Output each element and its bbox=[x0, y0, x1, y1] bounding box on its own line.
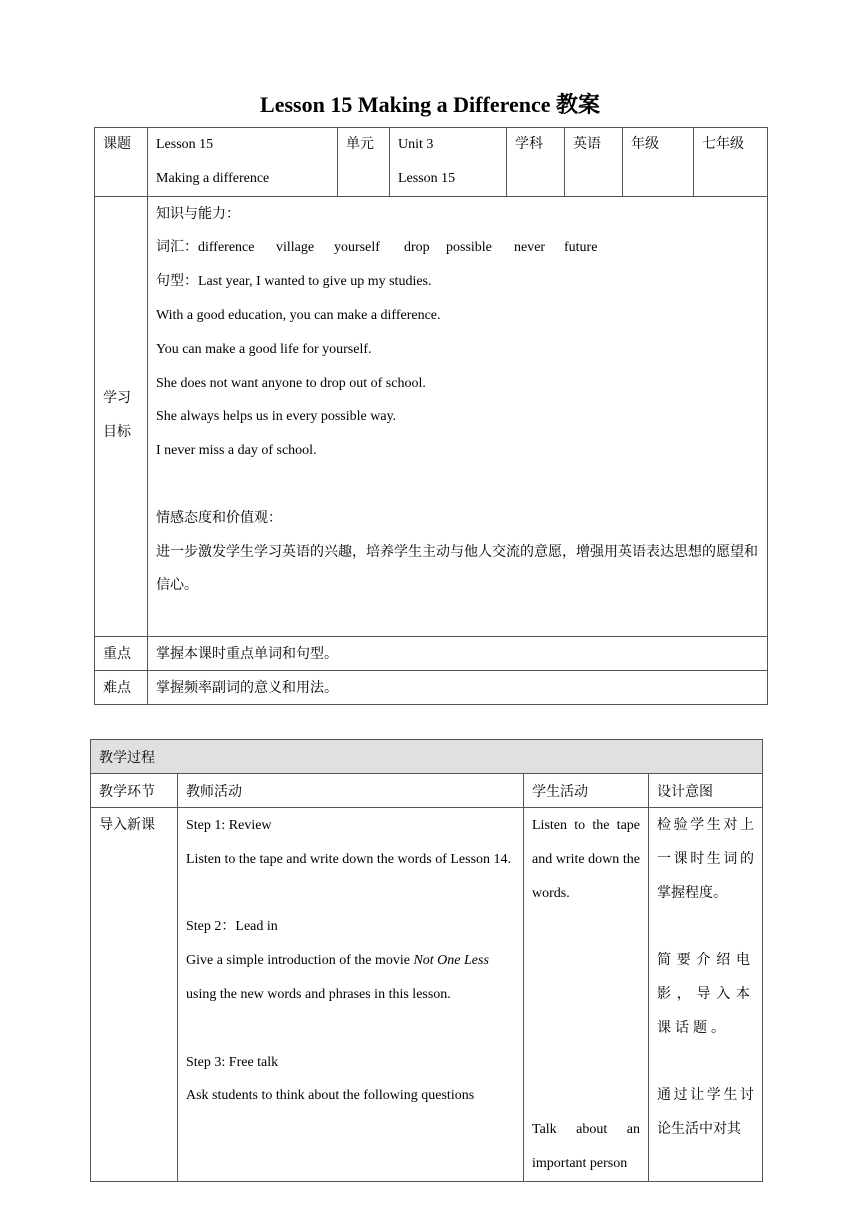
vocab-prefix: 词汇： bbox=[156, 240, 198, 256]
step2-movie-title: Not One Less bbox=[413, 953, 489, 969]
objectives-row bbox=[95, 196, 768, 636]
blank-line bbox=[657, 910, 754, 944]
objectives-label-cell bbox=[95, 196, 148, 636]
blank-line bbox=[657, 1046, 754, 1080]
sentence: Last year, I wanted to give up my studies. bbox=[198, 274, 432, 290]
vocab-word: drop bbox=[404, 240, 430, 256]
step3-text: Ask students to think about the following questions bbox=[186, 1088, 475, 1104]
vocab-word: yourself bbox=[334, 240, 380, 256]
sentence-prefix: 句型： bbox=[156, 274, 198, 290]
grade-label-cell bbox=[623, 128, 694, 197]
unit-value-1: Unit 3 bbox=[398, 137, 434, 152]
sentence: You can make a good life for yourself. bbox=[156, 341, 372, 357]
unit-label: 单元 bbox=[346, 137, 374, 152]
column-header-stage: 教学环节 bbox=[91, 774, 178, 808]
step2-intent: 简要介绍电影，导入本课话题。 bbox=[657, 953, 754, 1036]
blank-line bbox=[186, 1012, 515, 1046]
topic-value-cell bbox=[148, 128, 338, 197]
step1-intent: 检验学生对上一课时生词的掌握程度。 bbox=[657, 818, 754, 901]
unit-value-2: Lesson 15 bbox=[398, 170, 456, 186]
key-point-row bbox=[95, 636, 768, 670]
grade-value: 七年级 bbox=[702, 137, 744, 152]
page-title: Lesson 15 Making a Difference 教案 bbox=[260, 92, 600, 117]
column-header-student: 学生活动 bbox=[524, 774, 649, 808]
difficulty-text-cell bbox=[148, 670, 768, 704]
difficulty-row bbox=[95, 670, 768, 704]
step3-title: Step 3: Free talk bbox=[186, 1054, 279, 1070]
unit-label-cell bbox=[338, 128, 390, 197]
unit-value-cell bbox=[390, 128, 507, 197]
step2-text-a: Give a simple introduction of the movie bbox=[186, 953, 414, 969]
key-point-label-cell bbox=[95, 636, 148, 670]
process-columns-row bbox=[91, 774, 763, 808]
vocab-word: difference bbox=[198, 240, 255, 256]
knowledge-heading: 知识与能力： bbox=[156, 206, 240, 222]
intent-cell bbox=[649, 808, 763, 1182]
step1-student: Listen to the tape and write down the words. bbox=[532, 818, 640, 901]
grade-value-cell bbox=[694, 128, 768, 197]
stage-cell bbox=[91, 808, 178, 1182]
subject-label: 学科 bbox=[515, 137, 543, 152]
step2-title: Step 2：Lead in bbox=[186, 919, 278, 935]
vocab-word: village bbox=[276, 240, 315, 256]
subject-value: 英语 bbox=[573, 137, 601, 152]
attitude-heading: 情感态度和价值观： bbox=[156, 510, 282, 526]
topic-value-2: Making a difference bbox=[156, 170, 270, 186]
blank-line bbox=[186, 877, 515, 911]
teaching-process-table bbox=[90, 739, 763, 1182]
spacer bbox=[532, 910, 640, 1113]
sentence-line bbox=[156, 265, 759, 299]
vocab-word: never bbox=[514, 240, 546, 256]
lesson-info-table bbox=[94, 127, 768, 705]
sentence: She always helps us in every possible way. bbox=[156, 409, 397, 425]
process-heading-cell bbox=[91, 740, 763, 774]
subject-label-cell bbox=[507, 128, 565, 197]
vocab-line bbox=[156, 231, 759, 265]
objectives-label-1: 学习 bbox=[103, 391, 131, 407]
vocab-word: future bbox=[564, 240, 598, 256]
objectives-content-cell bbox=[148, 196, 768, 636]
sentence: She does not want anyone to drop out of school. bbox=[156, 375, 426, 391]
info-row bbox=[95, 128, 768, 197]
step2-text-b: using the new words and phrases in this lesson. bbox=[186, 986, 451, 1002]
key-point-text-cell bbox=[148, 636, 768, 670]
step3-student: Talk about an important person bbox=[532, 1122, 640, 1172]
column-header-intent: 设计意图 bbox=[649, 774, 763, 808]
step1-title: Step 1: Review bbox=[186, 818, 272, 833]
difficulty-label-cell bbox=[95, 670, 148, 704]
topic-value-1: Lesson 15 bbox=[156, 137, 214, 152]
step3-intent: 通过让学生讨论生活中对其 bbox=[657, 1088, 754, 1138]
process-row-intro bbox=[91, 808, 763, 1182]
key-point-label: 重点 bbox=[103, 647, 131, 663]
sentence: With a good education, you can make a difference. bbox=[156, 307, 441, 323]
sentence: I never miss a day of school. bbox=[156, 443, 317, 459]
topic-label-cell bbox=[95, 128, 148, 197]
blank-line bbox=[156, 468, 759, 502]
process-heading: 教学过程 bbox=[99, 750, 155, 766]
vocab-word: possible bbox=[446, 240, 492, 256]
grade-label: 年级 bbox=[631, 137, 659, 152]
teacher-activity-cell bbox=[178, 808, 524, 1182]
objectives-label-2: 目标 bbox=[103, 425, 131, 441]
difficulty-label: 难点 bbox=[103, 681, 131, 697]
column-header-teacher: 教师活动 bbox=[178, 774, 524, 808]
attitude-text: 进一步激发学生学习英语的兴趣，培养学生主动与他人交流的意愿，增强用英语表达思想的愿望和信心。 bbox=[156, 544, 758, 594]
stage-label: 导入新课 bbox=[99, 818, 155, 833]
process-heading-row bbox=[91, 740, 763, 774]
subject-value-cell bbox=[565, 128, 623, 197]
difficulty-text: 掌握频率副词的意义和用法。 bbox=[156, 681, 338, 697]
key-point-text: 掌握本课时重点单词和句型。 bbox=[156, 647, 338, 663]
student-activity-cell bbox=[524, 808, 649, 1182]
topic-label: 课题 bbox=[103, 137, 131, 152]
step2-text bbox=[186, 944, 515, 1012]
step1-text: Listen to the tape and write down the words of Lesson 14. bbox=[186, 851, 512, 867]
